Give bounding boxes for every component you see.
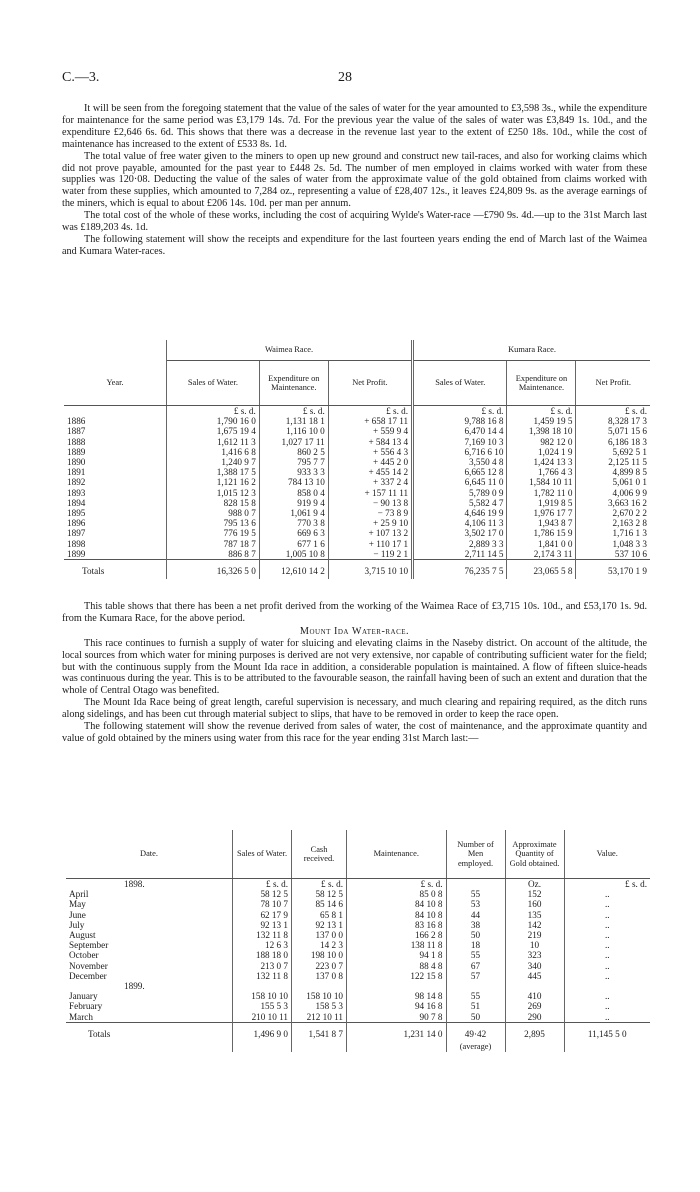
value-cell: .. xyxy=(604,960,610,971)
value-cell: 137 0 0 xyxy=(292,930,347,940)
units-cell: £ s. d. xyxy=(347,879,447,890)
units-cell: £ s. d. xyxy=(328,406,412,417)
total-cell: 1,541 8 7 xyxy=(292,1022,347,1042)
year-cell: 1887 xyxy=(64,426,167,436)
units-cell: £ s. d. xyxy=(625,406,647,416)
month-cell: February xyxy=(66,1001,233,1011)
total-cell: 16,326 5 0 xyxy=(167,560,260,580)
value-cell: 340 xyxy=(505,961,564,971)
value-cell: 12 6 3 xyxy=(233,940,292,950)
value-cell: 1,061 9 4 xyxy=(259,508,328,518)
value-cell: 9,788 16 8 xyxy=(413,416,507,426)
year-cell: 1893 xyxy=(64,488,167,498)
units-cell xyxy=(64,406,167,417)
value-cell: 53 xyxy=(446,899,505,909)
value-cell: + 337 2 4 xyxy=(328,477,412,487)
value-cell: 1,240 9 7 xyxy=(167,457,260,467)
units-cell: £ s. d. xyxy=(233,879,292,890)
value-cell: 269 xyxy=(505,1001,564,1011)
paragraph: The total cost of the whole of these works, including the cost of acquiring Wylde's Water-race —£790 9s. 4d.—up to the 31st March last was £189,203 4s. 1d. xyxy=(62,210,647,234)
value-cell: 1,584 10 11 xyxy=(507,477,576,487)
value-cell: − 119 2 1 xyxy=(328,549,412,560)
value-cell: 1,459 19 5 xyxy=(507,416,576,426)
value-cell: 4,899 8 5 xyxy=(612,467,647,478)
value-cell: 828 15 8 xyxy=(167,498,260,508)
value-cell: 198 10 0 xyxy=(292,950,347,960)
value-cell: 158 10 10 xyxy=(233,991,292,1001)
month-cell: May xyxy=(66,899,233,909)
value-cell: 160 xyxy=(505,899,564,909)
value-cell: 152 xyxy=(505,889,564,899)
value-cell: .. xyxy=(604,950,610,961)
totals-row xyxy=(66,1022,650,1042)
value-cell: 2,670 2 2 xyxy=(612,508,647,519)
paragraph: The Mount Ida Race being of great length, careful supervision is necessary, and much clearing and repairing required, as the ditch runs along sidelings, and has been cut through material subject to slips, that have to be removed in order to keep the race open. xyxy=(62,697,647,721)
value-cell: 1,015 12 3 xyxy=(167,488,260,498)
value-cell: 122 15 8 xyxy=(347,971,447,981)
year-cell: 1897 xyxy=(64,528,167,538)
paragraph: The following statement will show the revenue derived from sales of water, the cost of maintenance, and the approximate quantity and value of gold obtained by the miners using water from this race for the year ending 31st March last:— xyxy=(62,721,647,744)
value-cell: 137 0 8 xyxy=(292,971,347,981)
table-row xyxy=(66,971,650,981)
total-cell: 23,065 5 8 xyxy=(507,560,576,580)
value-cell: 142 xyxy=(505,920,564,930)
month-cell: April xyxy=(66,889,233,899)
value-cell: 1,416 6 8 xyxy=(167,447,260,457)
table-row xyxy=(64,457,650,467)
value-cell: 5,071 15 6 xyxy=(607,426,647,437)
page-number: 28 xyxy=(338,70,352,85)
table-row xyxy=(64,426,650,436)
value-cell: 669 6 3 xyxy=(259,528,328,538)
table-row xyxy=(66,899,650,909)
empty-cell xyxy=(233,981,292,991)
units-cell xyxy=(446,879,505,890)
table-row xyxy=(64,508,650,518)
year-cell: 1886 xyxy=(64,416,167,426)
value-cell: 166 2 8 xyxy=(347,930,447,940)
table-row xyxy=(64,488,650,498)
value-cell: 210 10 11 xyxy=(233,1012,292,1023)
value-cell: 886 8 7 xyxy=(167,549,260,560)
col-sales: Sales of Water. xyxy=(167,361,260,406)
empty-cell xyxy=(505,1042,564,1052)
col-expenditure: Expenditure on Maintenance. xyxy=(507,361,576,406)
col-year: Year. xyxy=(64,361,167,406)
month-cell: December xyxy=(66,971,233,981)
table-row xyxy=(66,950,650,960)
value-cell: 1,131 18 1 xyxy=(259,416,328,426)
value-cell: 65 8 1 xyxy=(292,910,347,920)
value-cell: 6,665 12 8 xyxy=(413,467,507,477)
col-profit: Net Profit. xyxy=(576,361,650,406)
col-cash: Cash received. xyxy=(292,830,347,879)
value-cell: 78 10 7 xyxy=(233,899,292,909)
totals-label: Totals xyxy=(64,560,167,580)
value-cell: 6,716 6 10 xyxy=(413,447,507,457)
value-cell: 4,646 19 9 xyxy=(413,508,507,518)
year-cell: 1889 xyxy=(64,447,167,457)
value-cell: .. xyxy=(604,970,610,981)
month-cell: September xyxy=(66,940,233,950)
empty-cell xyxy=(292,981,347,991)
value-cell: 1,716 1 3 xyxy=(612,528,647,539)
empty-cell xyxy=(233,1042,292,1052)
value-cell: 94 1 8 xyxy=(347,950,447,960)
year-cell: 1896 xyxy=(64,518,167,528)
table-row xyxy=(66,961,650,971)
value-cell: .. xyxy=(604,919,610,930)
month-cell: October xyxy=(66,950,233,960)
table-row xyxy=(66,940,650,950)
value-cell: 933 3 3 xyxy=(259,467,328,477)
value-cell: + 157 11 11 xyxy=(328,488,412,498)
value-cell: 212 10 11 xyxy=(292,1012,347,1023)
average-row xyxy=(66,1042,650,1052)
units-cell: £ s. d. xyxy=(413,406,507,417)
value-cell: 18 xyxy=(446,940,505,950)
total-cell: 49·42 xyxy=(446,1022,505,1042)
value-cell: 38 xyxy=(446,920,505,930)
value-cell: 1,398 18 10 xyxy=(507,426,576,436)
paragraph: It will be seen from the foregoing statement that the value of the sales of water for the year amounted to £3,598 3s., while the expenditure for maintenance for the same period was £3,179 14s. 7d. For the previous year the value of the sales of water was £3,849 1s. 10d., and the expenditure £2,646 6s. 6d. This shows that there was a decrease in the revenue last year to the extent of £250 18s. 10d., while the cost of maintenance has increased to the extent of £533 8s. 1d. xyxy=(62,103,647,150)
empty-cell xyxy=(446,981,505,991)
units-cell: £ s. d. xyxy=(259,406,328,417)
value-cell: 213 0 7 xyxy=(233,961,292,971)
value-cell: 784 13 10 xyxy=(259,477,328,487)
table-row xyxy=(64,477,650,487)
value-cell: 1,976 17 7 xyxy=(507,508,576,518)
table-row xyxy=(64,498,650,508)
section-heading: Mount Ida Water-race. xyxy=(299,625,410,637)
total-cell: 76,235 7 5 xyxy=(413,560,507,580)
average-note: (average) xyxy=(446,1042,505,1052)
value-cell: + 110 17 1 xyxy=(328,539,412,549)
value-cell: 3,663 16 2 xyxy=(607,497,647,508)
month-cell: November xyxy=(66,961,233,971)
value-cell: 1,424 13 3 xyxy=(507,457,576,467)
value-cell: 2,174 3 11 xyxy=(507,549,576,560)
table-row xyxy=(64,467,650,477)
value-cell: + 107 13 2 xyxy=(328,528,412,538)
year-cell: 1890 xyxy=(64,457,167,467)
value-cell: 14 2 3 xyxy=(292,940,347,950)
value-cell: 132 11 8 xyxy=(233,971,292,981)
value-cell: 1,786 15 9 xyxy=(507,528,576,538)
paragraph: The total value of free water given to the miners to open up new ground and construct new tail-races, and also for working claims which did not prove payable, amounted for the past year to £448 2s. 5d. The number of men employed in claims worked with water from these supplies was 120·08. Deducting the value of the sales of water from the approximate value of the gold obtained from claims worked with water from these supplies, which amounted to 7,284 oz., representing a value of £28,407 12s., it leaves £24,809 9s. as the average earnings of the miners, which is equal to about £206 14s. 10d. per man per annum. xyxy=(62,150,647,210)
col-profit: Net Profit. xyxy=(328,361,412,406)
value-cell: 1,005 10 8 xyxy=(259,549,328,560)
value-cell: 1,121 16 2 xyxy=(167,477,260,487)
table-row xyxy=(64,447,650,457)
value-cell: 1,943 8 7 xyxy=(507,518,576,528)
empty-cell xyxy=(564,1042,650,1052)
value-cell: 787 18 7 xyxy=(167,539,260,549)
value-cell: 445 xyxy=(505,971,564,981)
kumara-group-header: Kumara Race. xyxy=(413,340,650,361)
value-cell: 2,163 2 8 xyxy=(612,518,647,529)
empty-cell xyxy=(505,981,564,991)
page-header xyxy=(62,70,642,90)
col-maintenance: Maintenance. xyxy=(347,830,447,879)
value-cell: 58 12 5 xyxy=(233,889,292,899)
value-cell: 5,061 0 1 xyxy=(612,477,647,488)
value-cell: 50 xyxy=(446,1012,505,1023)
value-cell: 1,048 3 3 xyxy=(612,538,647,549)
value-cell: 2,889 3 3 xyxy=(413,539,507,549)
value-cell: + 455 14 2 xyxy=(328,467,412,477)
value-cell: − 73 8 9 xyxy=(328,508,412,518)
value-cell: 1,841 0 0 xyxy=(507,539,576,549)
value-cell: 138 11 8 xyxy=(347,940,447,950)
empty-cell xyxy=(66,1042,233,1052)
value-cell: .. xyxy=(604,940,610,951)
value-cell: 1,027 17 11 xyxy=(259,437,328,447)
value-cell: 10 xyxy=(505,940,564,950)
value-cell: 1,919 8 5 xyxy=(507,498,576,508)
col-date: Date. xyxy=(66,830,233,879)
col-men: Number of Men employed. xyxy=(446,830,505,879)
units-cell: £ s. d. xyxy=(625,879,647,889)
units-cell: £ s. d. xyxy=(507,406,576,417)
value-cell: 4,106 11 3 xyxy=(413,518,507,528)
mount-ida-table xyxy=(66,830,650,1052)
value-cell: 135 xyxy=(505,910,564,920)
value-cell: 1,024 1 9 xyxy=(507,447,576,457)
table-row xyxy=(66,1012,650,1023)
year-cell: 1891 xyxy=(64,467,167,477)
value-cell: 188 18 0 xyxy=(233,950,292,960)
waimea-kumara-table xyxy=(64,340,650,579)
table-row xyxy=(66,910,650,920)
units-cell: £ s. d. xyxy=(167,406,260,417)
empty-cell xyxy=(292,1042,347,1052)
value-cell: 92 13 1 xyxy=(233,920,292,930)
value-cell: 860 2 5 xyxy=(259,447,328,457)
units-cell: £ s. d. xyxy=(292,879,347,890)
value-cell: 2,711 14 5 xyxy=(413,549,507,560)
value-cell: 323 xyxy=(505,950,564,960)
value-cell: 88 4 8 xyxy=(347,961,447,971)
year-label: 1899. xyxy=(66,981,233,991)
value-cell: 57 xyxy=(446,971,505,981)
value-cell: 919 9 4 xyxy=(259,498,328,508)
value-cell: 3,502 17 0 xyxy=(413,528,507,538)
value-cell: 55 xyxy=(446,950,505,960)
value-cell: 988 0 7 xyxy=(167,508,260,518)
intro-text xyxy=(62,103,647,258)
value-cell: 795 7 7 xyxy=(259,457,328,467)
value-cell: 1,612 11 3 xyxy=(167,437,260,447)
year-cell: 1898 xyxy=(64,539,167,549)
value-cell: 62 17 9 xyxy=(233,910,292,920)
value-cell: 90 7 8 xyxy=(347,1012,447,1023)
value-cell: 1,782 11 0 xyxy=(507,488,576,498)
value-cell: + 584 13 4 xyxy=(328,437,412,447)
year-cell: 1888 xyxy=(64,437,167,447)
col-expenditure: Expenditure on Maintenance. xyxy=(259,361,328,406)
month-cell: August xyxy=(66,930,233,940)
value-cell: 290 xyxy=(505,1012,564,1023)
value-cell: 1,116 10 0 xyxy=(259,426,328,436)
value-cell: .. xyxy=(604,909,610,920)
units-cell: Oz. xyxy=(505,879,564,890)
value-cell: 410 xyxy=(505,991,564,1001)
value-cell: 55 xyxy=(446,889,505,899)
value-cell: .. xyxy=(604,991,610,1002)
table-row xyxy=(64,518,650,528)
empty-cell xyxy=(564,981,650,991)
table-row xyxy=(66,889,650,899)
value-cell: 6,645 11 0 xyxy=(413,477,507,487)
month-cell: January xyxy=(66,991,233,1001)
table-row xyxy=(66,1001,650,1011)
total-cell: 12,610 14 2 xyxy=(259,560,328,580)
month-cell: June xyxy=(66,910,233,920)
value-cell: 219 xyxy=(505,930,564,940)
year-cell: 1894 xyxy=(64,498,167,508)
totals-row xyxy=(64,560,650,580)
table-row xyxy=(64,539,650,549)
mid-text xyxy=(62,601,647,745)
year-cell: 1892 xyxy=(64,477,167,487)
value-cell: + 556 4 3 xyxy=(328,447,412,457)
value-cell: + 25 9 10 xyxy=(328,518,412,528)
table-row xyxy=(64,528,650,538)
value-cell: 158 10 10 xyxy=(292,991,347,1001)
value-cell: 8,328 17 3 xyxy=(607,416,647,427)
value-cell: 3,550 4 8 xyxy=(413,457,507,467)
value-cell: 44 xyxy=(446,910,505,920)
value-cell: 85 0 8 xyxy=(347,889,447,899)
value-cell: 7,169 10 3 xyxy=(413,437,507,447)
year-cell: 1895 xyxy=(64,508,167,518)
value-cell: 58 12 5 xyxy=(292,889,347,899)
col-gold: Approximate Quantity of Gold obtained. xyxy=(505,830,564,879)
year-label: 1898. xyxy=(66,879,233,890)
value-cell: 55 xyxy=(446,991,505,1001)
value-cell: 155 5 3 xyxy=(233,1001,292,1011)
value-cell: 6,470 14 4 xyxy=(413,426,507,436)
value-cell: − 90 13 8 xyxy=(328,498,412,508)
value-cell: 770 3 8 xyxy=(259,518,328,528)
value-cell: 4,006 9 9 xyxy=(612,487,647,498)
value-cell: + 559 9 4 xyxy=(328,426,412,436)
table-row xyxy=(64,416,650,426)
value-cell: 776 19 5 xyxy=(167,528,260,538)
paragraph: This table shows that there has been a net profit derived from the working of the Waimea Race of £3,715 10s. 10d., and £53,170 1s. 9d. from the Kumara Race, for the above period. xyxy=(62,601,647,624)
value-cell: 1,790 16 0 xyxy=(167,416,260,426)
value-cell: 795 13 6 xyxy=(167,518,260,528)
table-row xyxy=(66,930,650,940)
value-cell: 98 14 8 xyxy=(347,991,447,1001)
value-cell: 858 0 4 xyxy=(259,488,328,498)
value-cell: 132 11 8 xyxy=(233,930,292,940)
total-cell: 11,145 5 0 xyxy=(564,1022,650,1042)
value-cell: 51 xyxy=(446,1001,505,1011)
empty-cell xyxy=(347,981,447,991)
value-cell: 85 14 6 xyxy=(292,899,347,909)
table-row xyxy=(64,549,650,560)
value-cell: 94 16 8 xyxy=(347,1001,447,1011)
paragraph: The following statement will show the receipts and expenditure for the last fourteen years ending the end of March last of the Waimea and Kumara Water-races. xyxy=(62,233,647,257)
col-sales: Sales of Water. xyxy=(413,361,507,406)
table-row xyxy=(66,991,650,1001)
value-cell: 982 12 0 xyxy=(507,437,576,447)
value-cell: .. xyxy=(604,899,610,910)
value-cell: 92 13 1 xyxy=(292,920,347,930)
col-sales: Sales of Water. xyxy=(233,830,292,879)
paragraph: This race continues to furnish a supply of water for sluicing and elevating claims in the Naseby district. On account of the altitude, the local sources from which water for mining purposes is derived are not very extensive, nor capable of contributing sufficient water for the field; but with the continuous supply from the Mount Ida race in addition, a considerable population is maintained. A flow of fifteen sluice-heads was continuous during the year. This is to be attributed to the favourable season, the rainfall having been of such an extent and duration that the whole of Central Otago was benefited. xyxy=(62,637,647,697)
table-row xyxy=(66,920,650,930)
value-cell: 84 10 8 xyxy=(347,899,447,909)
empty-cell xyxy=(347,1042,447,1052)
value-cell: 84 10 8 xyxy=(347,910,447,920)
value-cell: 677 1 6 xyxy=(259,539,328,549)
waimea-group-header: Waimea Race. xyxy=(167,340,413,361)
total-cell: 1,231 14 0 xyxy=(347,1022,447,1042)
total-cell: 3,715 10 10 xyxy=(328,560,412,580)
year-cell: 1899 xyxy=(64,549,167,560)
value-cell: 2,125 11 5 xyxy=(608,457,647,468)
value-cell: 1,675 19 4 xyxy=(167,426,260,436)
value-cell: 67 xyxy=(446,961,505,971)
total-cell: 2,895 xyxy=(505,1022,564,1042)
totals-label: Totals xyxy=(66,1022,233,1042)
value-cell: 5,582 4 7 xyxy=(413,498,507,508)
value-cell: 6,186 18 3 xyxy=(607,436,647,447)
value-cell: + 658 17 11 xyxy=(328,416,412,426)
year-row xyxy=(66,879,650,890)
document-reference: C.—3. xyxy=(62,70,100,85)
year-row xyxy=(66,981,650,991)
total-cell: 53,170 1 9 xyxy=(576,560,650,580)
month-cell: July xyxy=(66,920,233,930)
value-cell: 223 0 7 xyxy=(292,961,347,971)
value-cell: .. xyxy=(604,889,610,900)
col-value: Value. xyxy=(564,830,650,879)
value-cell: 1,766 4 3 xyxy=(507,467,576,477)
value-cell: 158 5 3 xyxy=(292,1001,347,1011)
value-cell: .. xyxy=(604,1011,610,1022)
value-cell: 83 16 8 xyxy=(347,920,447,930)
value-cell: 5,789 0 9 xyxy=(413,488,507,498)
month-cell: March xyxy=(66,1012,233,1023)
units-row xyxy=(64,406,650,417)
value-cell: 50 xyxy=(446,930,505,940)
value-cell: .. xyxy=(604,1001,610,1012)
value-cell: 1,388 17 5 xyxy=(167,467,260,477)
value-cell: 5,692 5 1 xyxy=(612,446,647,457)
total-cell: 1,496 9 0 xyxy=(233,1022,292,1042)
value-cell: + 445 2 0 xyxy=(328,457,412,467)
table-row xyxy=(64,437,650,447)
value-cell: .. xyxy=(604,930,610,941)
value-cell: 537 10 6 xyxy=(614,548,647,559)
